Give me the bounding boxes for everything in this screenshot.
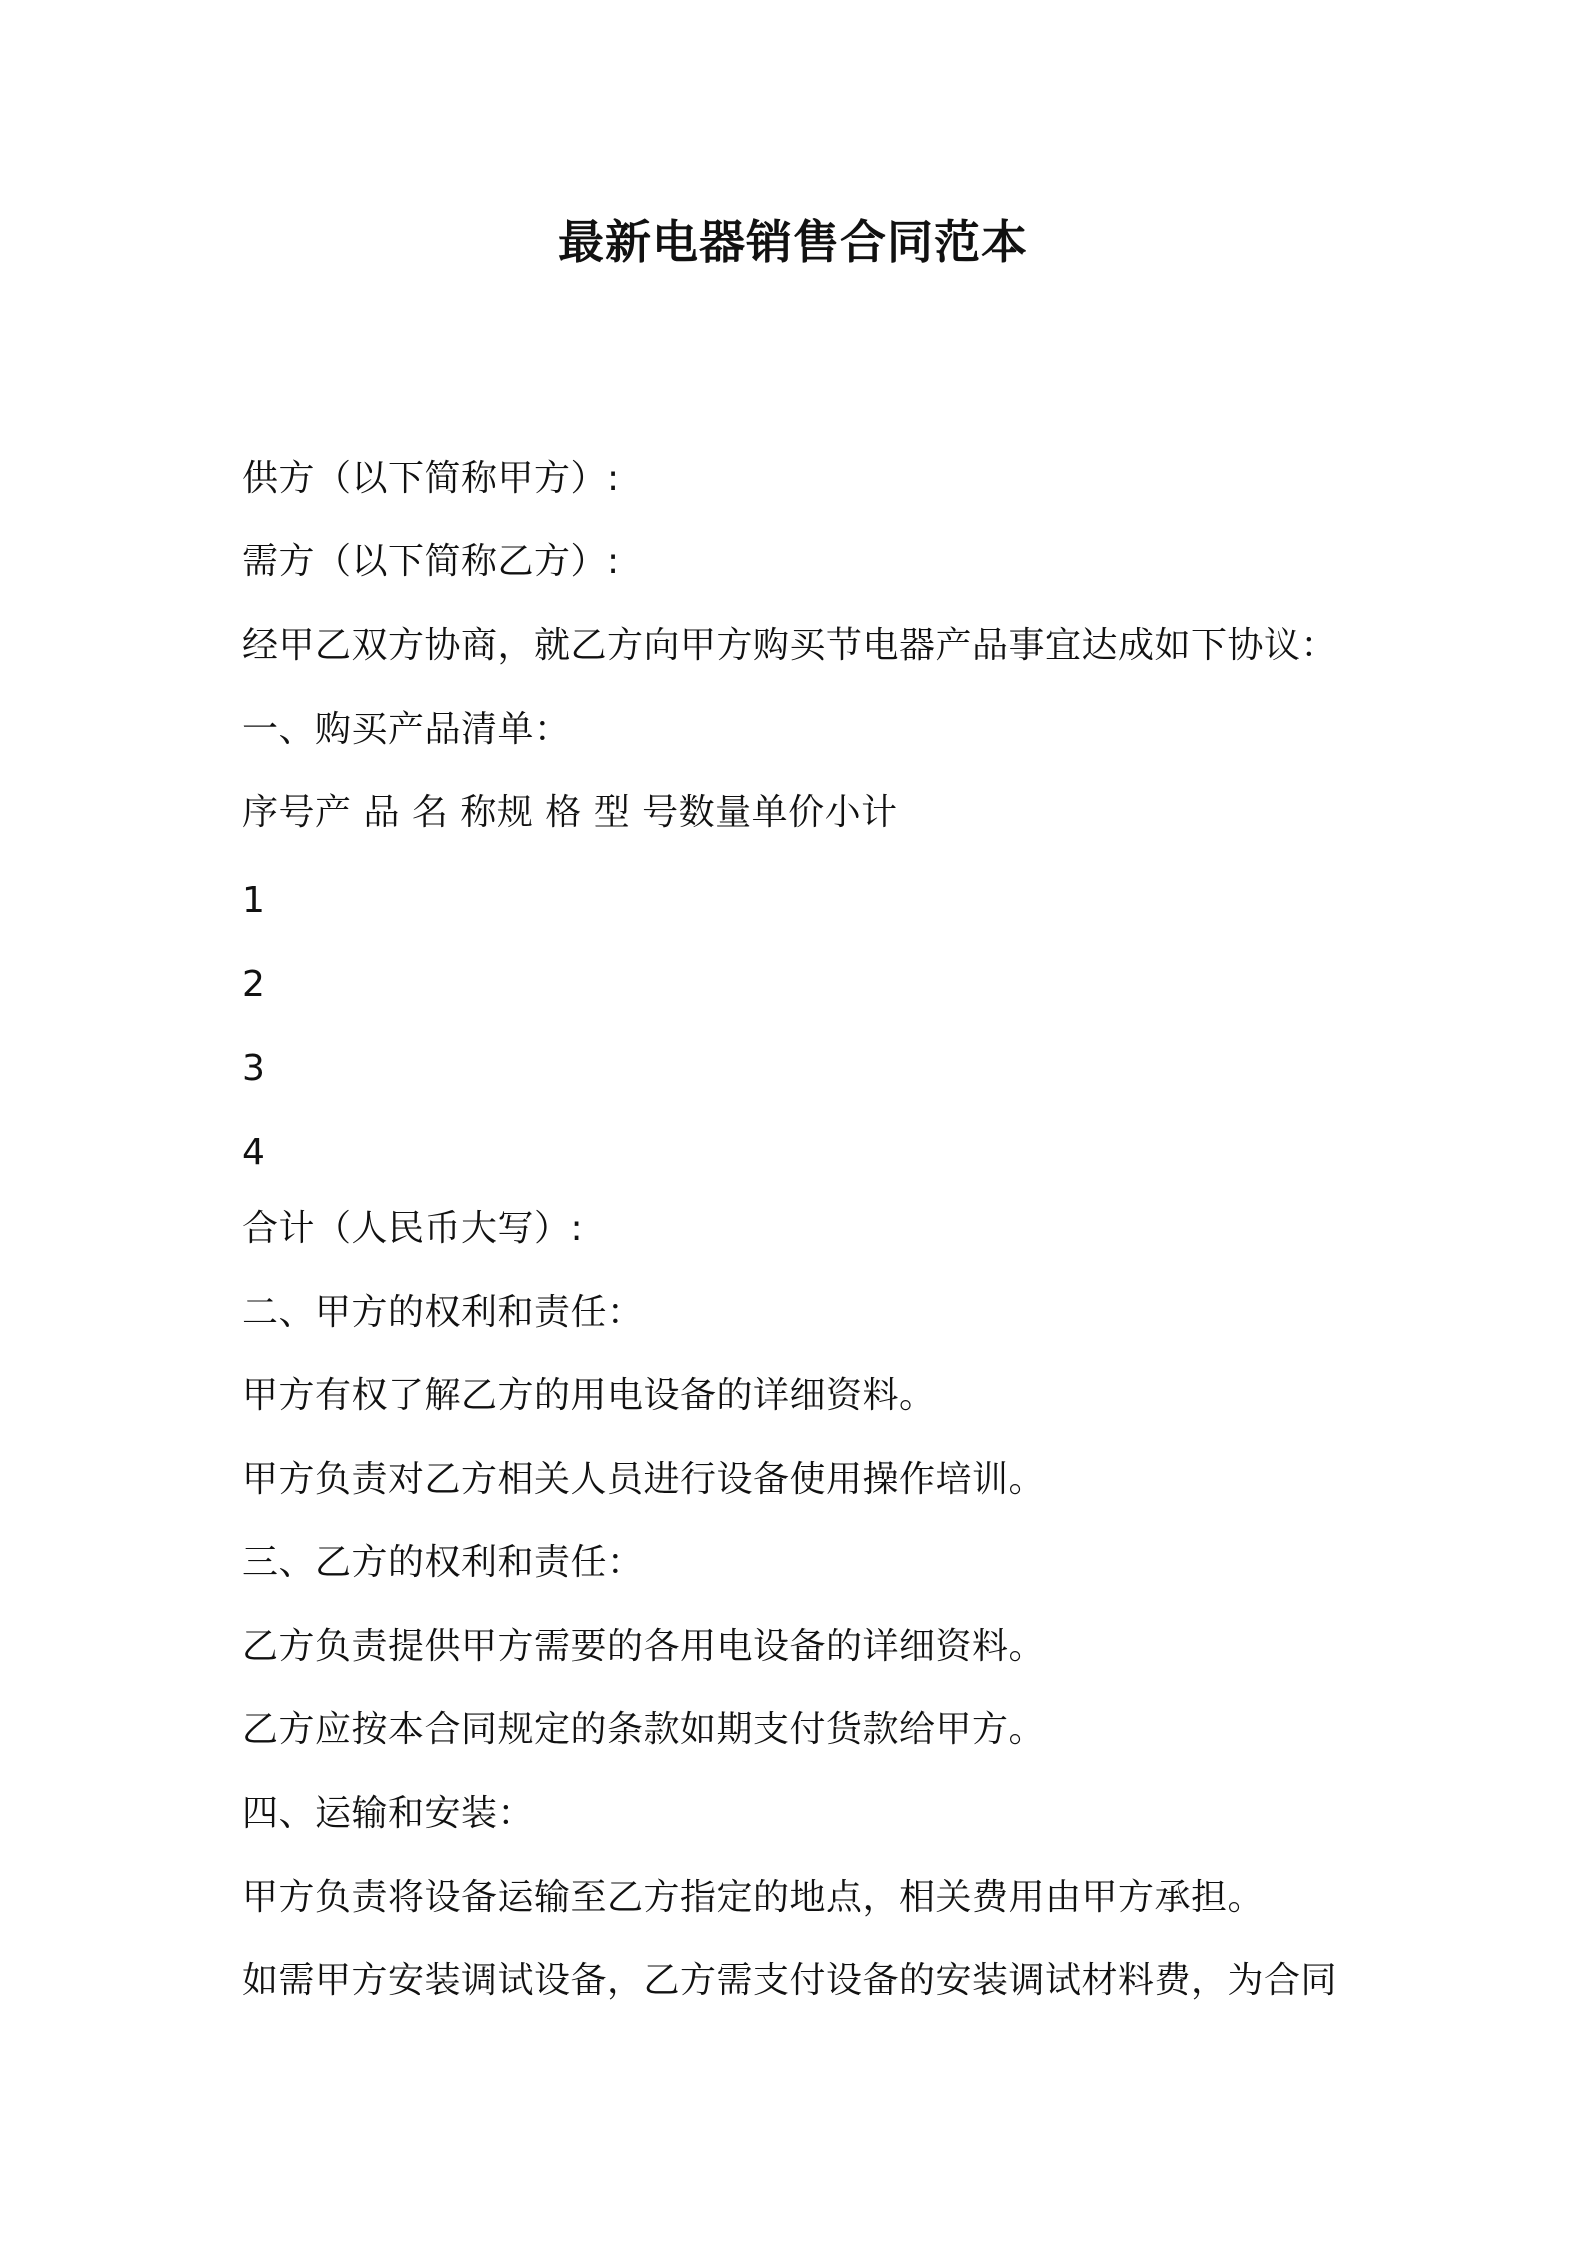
party-b-duty-line-1: 乙方负责提供甲方需要的各用电设备的详细资料。 — [242, 1626, 1046, 1667]
supplier-line: 供方（以下简称甲方）: — [242, 458, 620, 499]
transport-line: 甲方负责将设备运输至乙方指定的地点，相关费用由甲方承担。 — [242, 1877, 1265, 1918]
section-3-heading: 三、乙方的权利和责任： — [242, 1542, 644, 1583]
party-a-duty-line: 甲方负责对乙方相关人员进行设备使用操作培训。 — [242, 1459, 1046, 1500]
product-row-number-2: 2 — [242, 964, 266, 1005]
product-list-header-row: 序号产 品 名 称规 格 型 号数量单价小计 — [242, 792, 898, 833]
agreement-intro-line: 经甲乙双方协商，就乙方向甲方购买节电器产品事宜达成如下协议： — [242, 625, 1338, 666]
section-4-heading: 四、运输和安装： — [242, 1793, 535, 1834]
party-b-duty-line-2: 乙方应按本合同规定的条款如期支付货款给甲方。 — [242, 1709, 1046, 1750]
document-title: 最新电器销售合同范本 — [558, 215, 1028, 269]
product-row-number-1: 1 — [242, 880, 266, 921]
product-row-number-4: 4 — [242, 1132, 266, 1173]
section-1-heading: 一、购买产品清单： — [242, 709, 571, 750]
section-2-heading: 二、甲方的权利和责任： — [242, 1292, 644, 1333]
installation-line: 如需甲方安装调试设备，乙方需支付设备的安装调试材料费，为合同 — [242, 1960, 1338, 2001]
total-amount-line: 合计（人民币大写）: — [242, 1208, 584, 1249]
party-a-right-line: 甲方有权了解乙方的用电设备的详细资料。 — [242, 1375, 936, 1416]
buyer-line: 需方（以下简称乙方）: — [242, 541, 620, 582]
product-row-number-3: 3 — [242, 1048, 266, 1089]
